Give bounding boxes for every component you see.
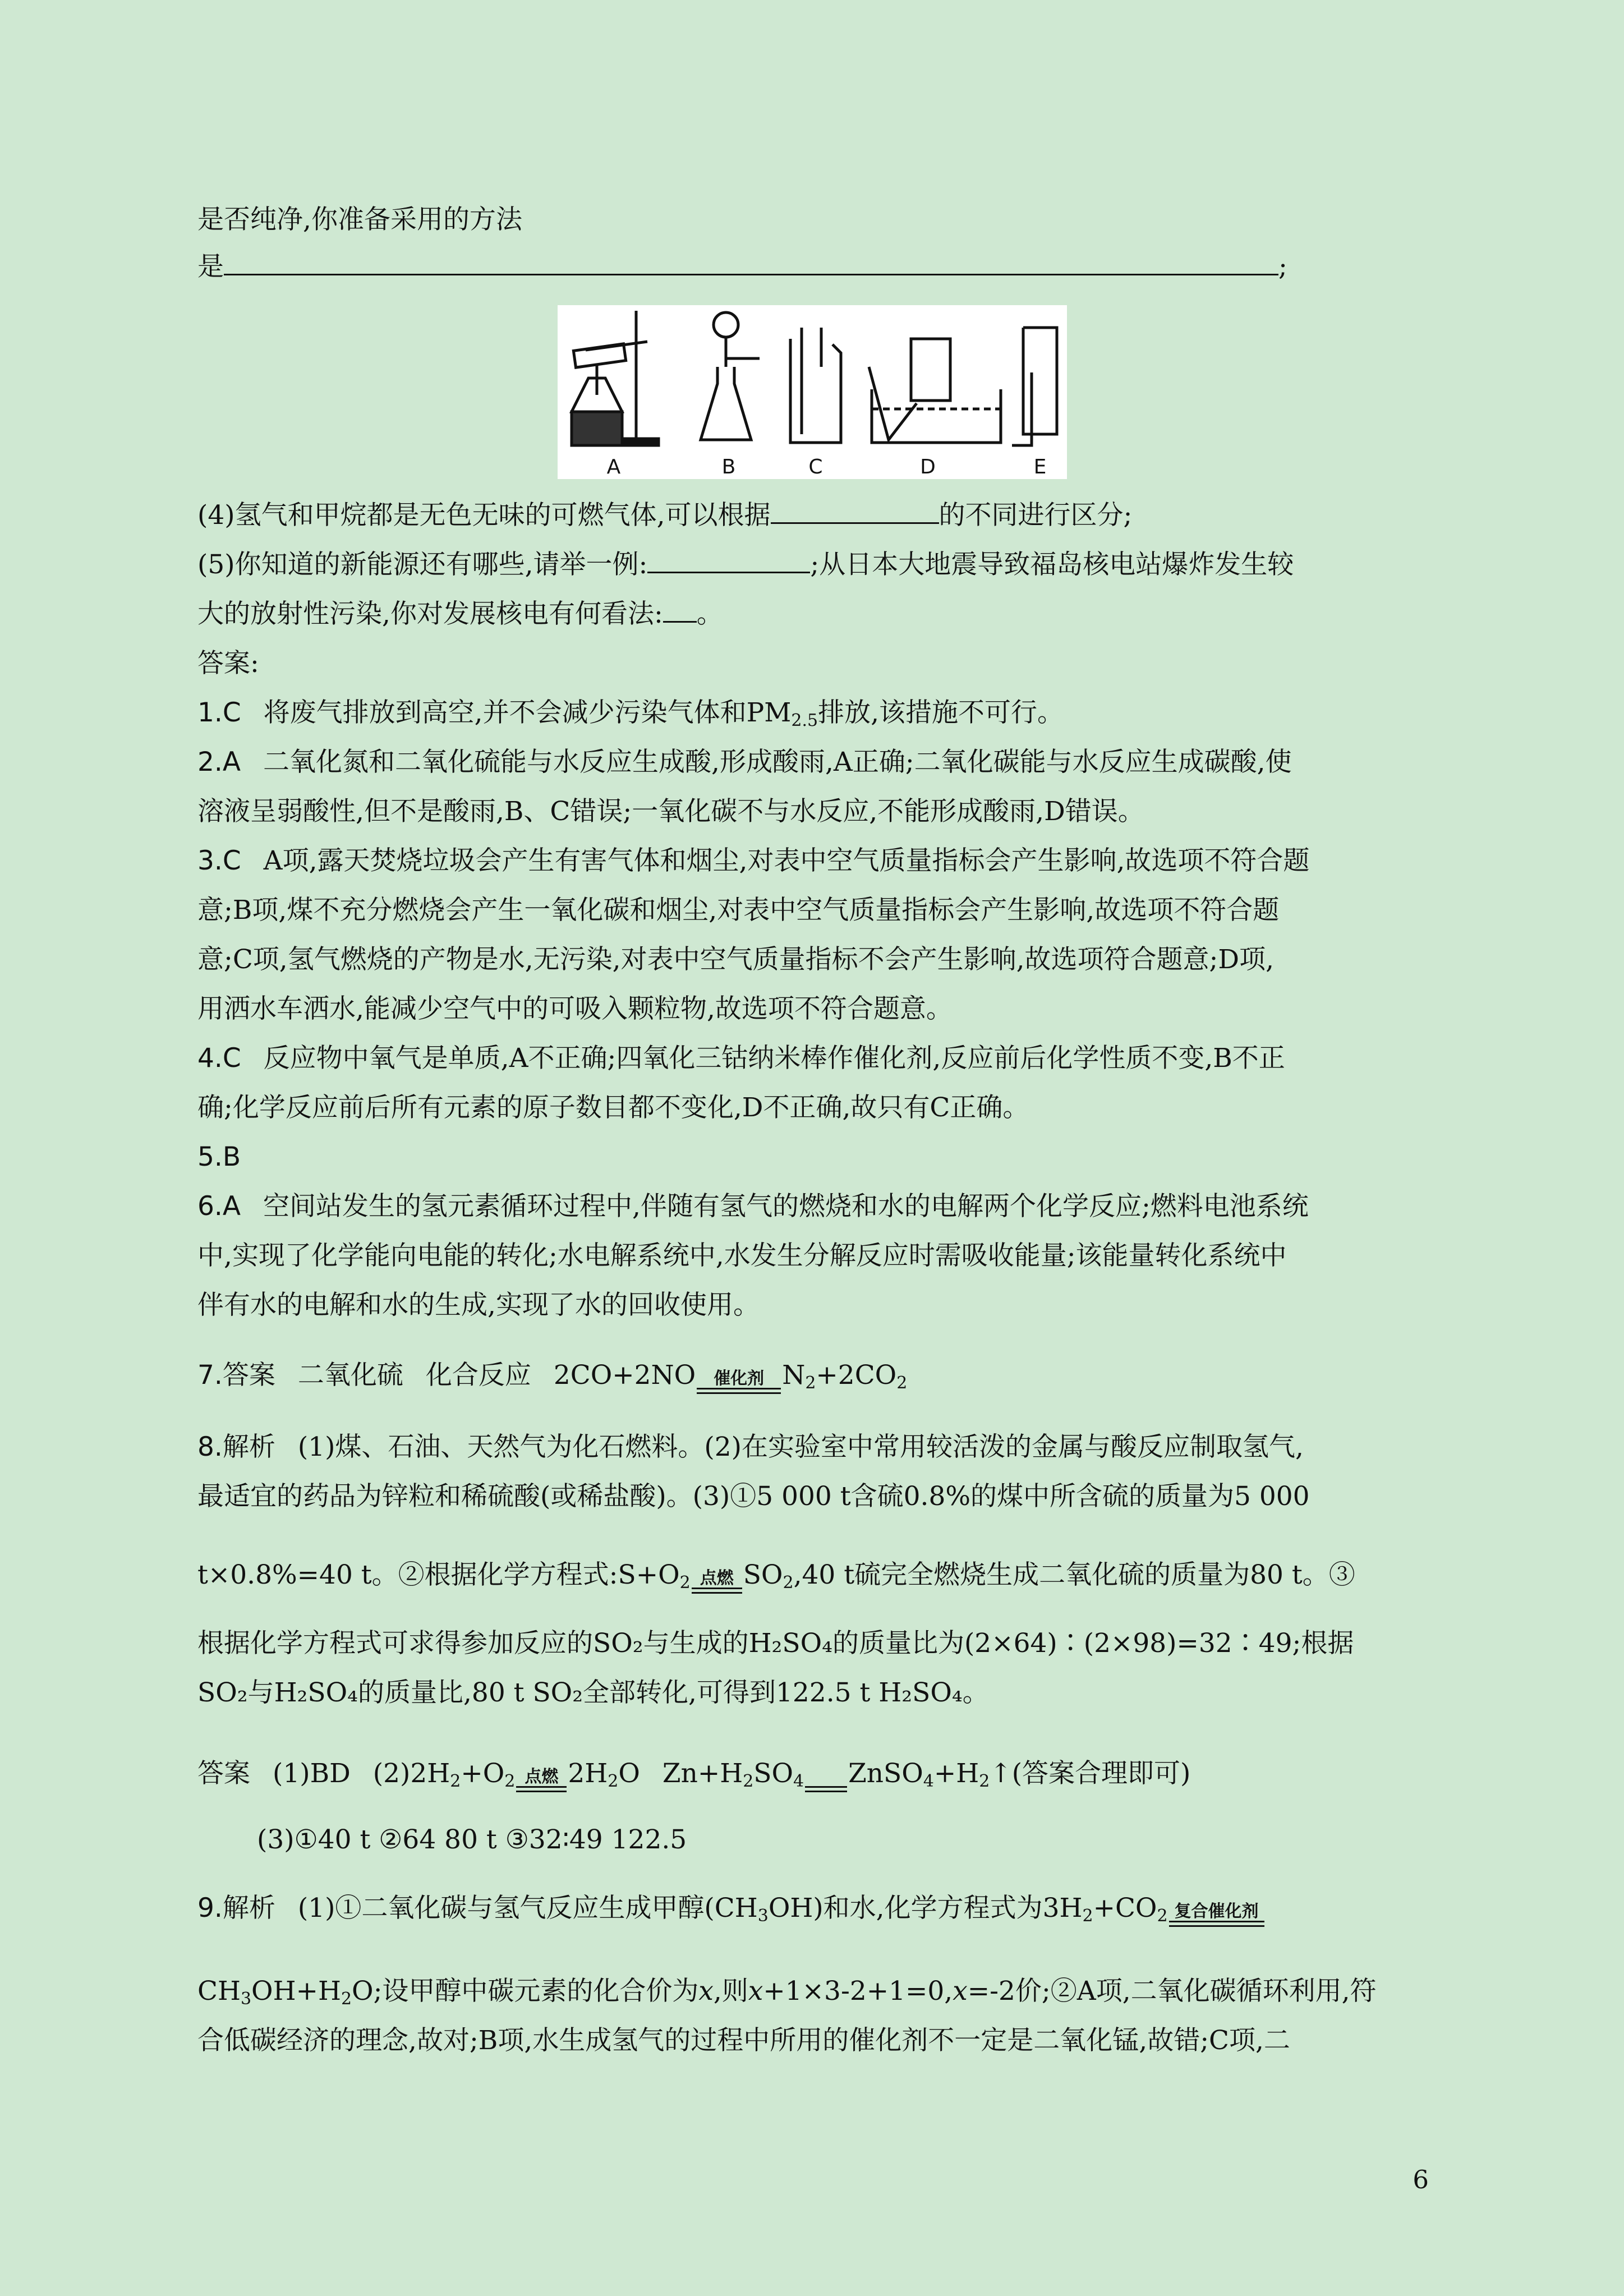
- apparatus-b-icon: [701, 312, 760, 440]
- fill-blank: [647, 547, 810, 573]
- apparatus-a-icon: [572, 311, 659, 445]
- reaction-condition: 复合催化剂: [1169, 1903, 1264, 1927]
- reaction-condition: 点燃: [516, 1768, 567, 1792]
- apparatus-drawing: [558, 305, 1067, 479]
- answer-6-cont: 伴有水的电解和水的生成,实现了水的回收使用。: [197, 1290, 760, 1320]
- answer-1: 1.C 将废气排放到高空,并不会减少污染气体和$PM_{2.5}$排放,该措施不可行。: [197, 697, 1064, 730]
- answer-6-cont: 中,实现了化学能向电能的转化;水电解系统中,水发生分解反应时需吸收能量;该能量转化系统中: [197, 1240, 1287, 1271]
- fill-blank: [771, 498, 939, 524]
- question-line: 是否纯净,你准备采用的方法: [197, 204, 522, 235]
- answer-8-cont: 最适宜的药品为锌粒和稀硫酸(或稀盐酸)。(3)①5 000 t含硫0.8%的煤中所含硫的质量为5 000: [197, 1481, 1310, 1512]
- question-5: (5)你知道的新能源还有哪些,请举一例: ;从日本大地震导致福岛核电站爆炸发生较: [197, 547, 1294, 583]
- answer-3-cont: 意;B项,煤不充分燃烧会产生一氧化碳和烟尘,对表中空气质量指标会产生影响,故选项不符合题: [197, 895, 1280, 926]
- answer-8-cont: 根据化学方程式可求得参加反应的SO₂与生成的H₂SO₄的质量比为(2×64)∶(2×98)=32∶49;根据: [197, 1628, 1354, 1659]
- apparatus-c-icon: [790, 328, 841, 443]
- answer-9-cont: 合低碳经济的理念,故对;B项,水生成氢气的过程中所用的催化剂不一定是二氧化锰,故错;C项,二: [197, 2025, 1290, 2056]
- figure-label-d: D: [920, 455, 936, 478]
- apparatus-d-icon: [869, 339, 1001, 443]
- apparatus-figure: [558, 305, 1067, 479]
- reaction-condition: 催化剂: [697, 1370, 781, 1394]
- answer-7: 7.答案 二氧化硫 化合反应 2CO+2NO 催化剂 $N_2+2CO_2$: [197, 1360, 908, 1393]
- reaction-equals: [805, 1768, 847, 1792]
- answer-3-cont: 用洒水车洒水,能减少空气中的可吸入颗粒物,故选项不符合题意。: [197, 993, 953, 1024]
- question-5-cont: 大的放射性污染,你对发展核电有何看法: 。: [197, 596, 723, 632]
- answer-9-cont: $CH_3OH+H_2O$;设甲醇中碳元素的化合价为x,则x+1×3-2+1=0,x=-2价;②A项,二氧化碳循环利用,符: [197, 1976, 1377, 2009]
- answer-8-cont: SO₂与H₂SO₄的质量比,80 t SO₂全部转化,可得到122.5 t H₂SO₄。: [197, 1677, 989, 1708]
- answer-3: 3.C A项,露天焚烧垃圾会产生有害气体和烟尘,对表中空气质量指标会产生影响,故选项不符合题: [197, 845, 1310, 876]
- page-number: 6: [1413, 2165, 1429, 2194]
- figure-label-c: C: [808, 455, 823, 478]
- answer-blank-line: 是 ;: [197, 249, 1287, 285]
- answer-8-result-cont: (3)①40 t ②64 80 t ③32∶49 122.5: [257, 1824, 687, 1855]
- reaction-condition: 点燃: [692, 1570, 742, 1594]
- answer-5: 5.B: [197, 1142, 241, 1172]
- apparatus-e-icon: [1012, 328, 1057, 445]
- figure-label-b: B: [721, 455, 736, 478]
- answer-6: 6.A 空间站发生的氢元素循环过程中,伴随有氢气的燃烧和水的电解两个化学反应;燃料电池系统: [197, 1191, 1309, 1222]
- fill-blank: [224, 249, 1278, 275]
- answer-9: 9.解析 (1)①二氧化碳与氢气反应生成甲醇$(CH_3OH)$和水,化学方程式为$3H_2+CO_2$ 复合催化剂: [197, 1890, 1266, 1927]
- fill-blank: [663, 596, 697, 623]
- answer-2-cont: 溶液呈弱酸性,但不是酸雨,B、C错误;一氧化碳不与水反应,不能形成酸雨,D错误。: [197, 796, 1144, 827]
- answer-4: 4.C 反应物中氧气是单质,A不正确;四氧化三钴纳米棒作催化剂,反应前后化学性质不变,B不正: [197, 1043, 1285, 1074]
- figure-label-e: E: [1033, 455, 1047, 478]
- answer-4-cont: 确;化学反应前后所有元素的原子数目都不变化,D不正确,故只有C正确。: [197, 1092, 1029, 1123]
- answer-2: 2.A 二氧化氮和二氧化硫能与水反应生成酸,形成酸雨,A正确;二氧化碳能与水反应生成碳酸,使: [197, 747, 1292, 777]
- figure-label-a: A: [606, 455, 621, 478]
- answer-3-cont: 意;C项,氢气燃烧的产物是水,无污染,对表中空气质量指标不会产生影响,故选项符合题意;D项,: [197, 944, 1275, 975]
- answer-8: 8.解析 (1)煤、石油、天然气为化石燃料。(2)在实验室中常用较活泼的金属与酸反应制取氢气,: [197, 1432, 1304, 1462]
- answer-8-result: 答案 (1)BD $(2)2H_2+O_2$ 点燃 $2H_2O$ $Zn+H_2SO_4$ $ZnSO_4+H_2↑$(答案合理即可): [197, 1758, 1191, 1791]
- answer-8-cont: t×0.8%=40 t。②根据化学方程式$:S+O_2$ 点燃 $SO_2,40$ t硫完全燃烧生成二氧化硫的质量为80 t。③: [197, 1559, 1355, 1593]
- question-4: (4)氢气和甲烷都是无色无味的可燃气体,可以根据 的不同进行区分;: [197, 498, 1132, 533]
- answers-heading: 答案:: [197, 648, 259, 679]
